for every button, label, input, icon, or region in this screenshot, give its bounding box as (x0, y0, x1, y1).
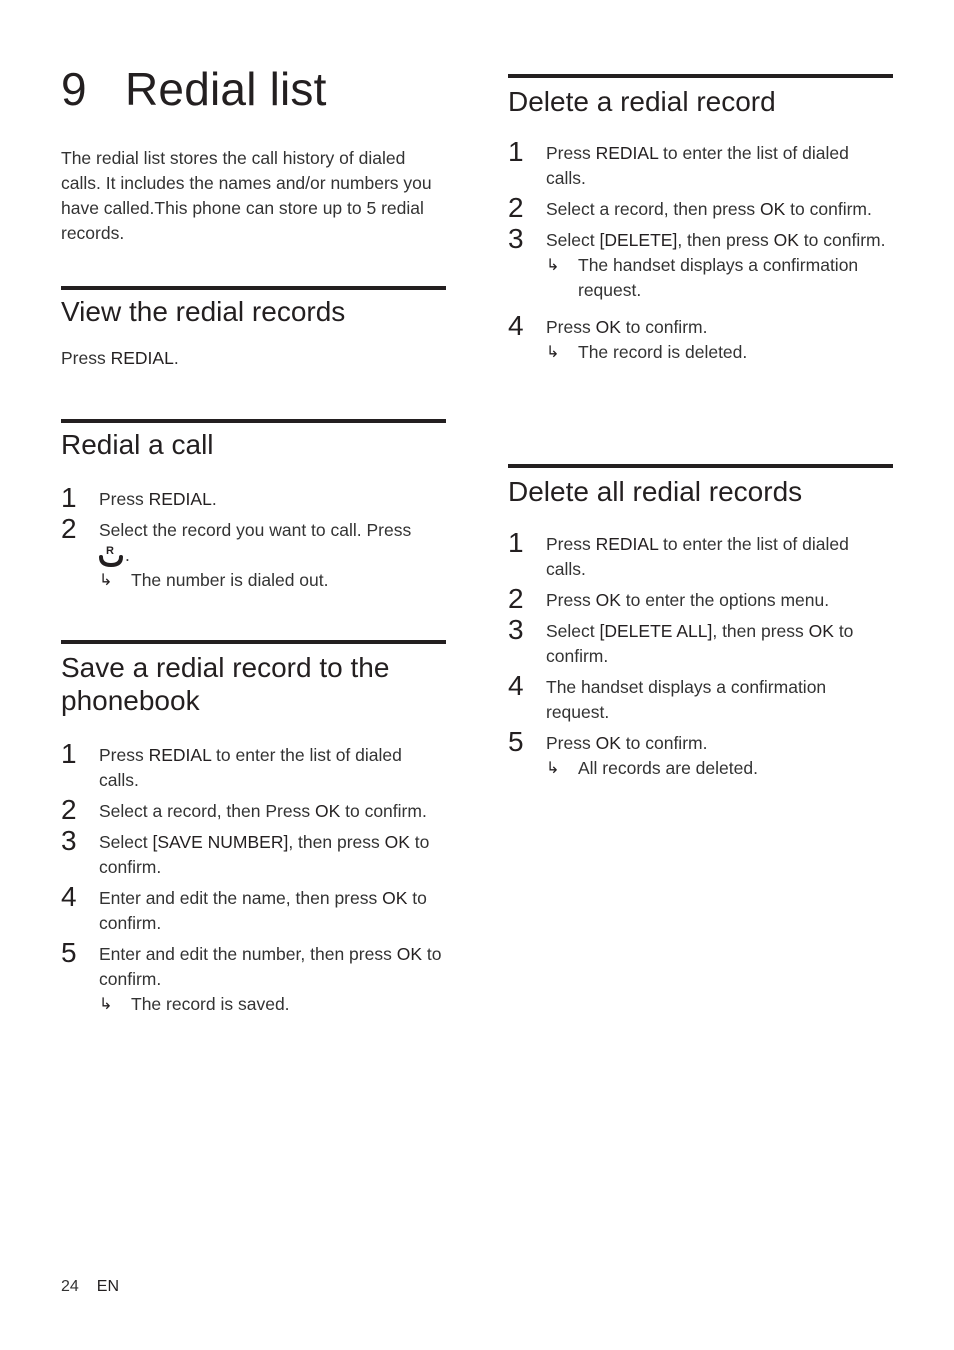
text: . (211, 489, 217, 509)
list-item (508, 310, 893, 365)
step-result (546, 756, 893, 781)
result-arrow-icon: ↳ (546, 344, 560, 361)
language-code: EN (96, 1278, 120, 1295)
page-footer (61, 1278, 119, 1296)
text: Press (61, 348, 111, 368)
text: Press (99, 489, 149, 509)
steps-list (61, 482, 446, 593)
list-item (61, 881, 446, 936)
list-item (61, 825, 446, 880)
list-item (508, 670, 893, 725)
chapter-title (61, 62, 327, 116)
text: to confirm. (546, 621, 854, 666)
list-item (508, 136, 893, 191)
key-label: OK (384, 832, 410, 852)
step-text (99, 801, 427, 821)
key-label: OK (595, 317, 621, 337)
section-heading: View the redial records (61, 296, 346, 327)
text: to confirm. (99, 888, 427, 933)
list-item (508, 527, 893, 582)
step-number: 4 (508, 310, 524, 341)
chapter-title-text: Redial list (125, 63, 327, 115)
section-heading: Save a redial record to the phonebook (61, 652, 390, 716)
key-label: [DELETE] (599, 230, 678, 250)
intro-paragraph: The redial list stores the call history of dialed calls. It includes the names and/or numbers you have called.This phone can store up to 5 redial records. (61, 148, 432, 243)
key-label: OK (396, 944, 422, 964)
step-number: 5 (508, 726, 524, 757)
section-heading: Delete a redial record (508, 86, 776, 117)
text: . (173, 348, 179, 368)
step-text (99, 518, 446, 593)
text: , then press (712, 621, 809, 641)
list-item (61, 482, 446, 513)
step-text (99, 489, 217, 509)
step-text (546, 199, 872, 219)
list-item (508, 614, 893, 669)
step-number: 1 (508, 136, 524, 167)
step-number: 2 (508, 192, 524, 223)
key-label: OK (808, 621, 834, 641)
key-label: REDIAL (595, 143, 659, 163)
step-number: 3 (61, 825, 77, 856)
text: , then press (677, 230, 774, 250)
text: The handset displays a confirmation request. (578, 255, 859, 300)
text: Press (546, 590, 596, 610)
key-label: REDIAL (110, 348, 174, 368)
step-result (546, 340, 893, 365)
step-text (99, 888, 427, 933)
text: , then press (288, 832, 385, 852)
step-number: 4 (508, 670, 524, 701)
text: Press (99, 745, 149, 765)
section-delete-record (508, 74, 893, 371)
result-arrow-icon: ↳ (99, 996, 113, 1013)
step-text (546, 590, 829, 610)
text: Select (546, 621, 600, 641)
step-number: 2 (61, 794, 77, 825)
text: The number is dialed out. (131, 570, 329, 590)
text: Press (546, 143, 596, 163)
text: to enter the options menu. (620, 590, 830, 610)
key-label: REDIAL (148, 745, 212, 765)
section-heading: Delete all redial records (508, 476, 803, 507)
text: Select the record you want to call. Press (99, 520, 412, 540)
redial-icon-line (99, 543, 446, 568)
text: The record is deleted. (578, 342, 748, 362)
text: to enter the list of dialed calls. (546, 534, 849, 579)
step-text (546, 621, 853, 666)
list-item (508, 192, 893, 223)
key-label: OK (595, 733, 621, 753)
list-item (61, 738, 446, 793)
view-instruction (61, 346, 446, 371)
key-label: [DELETE ALL] (599, 621, 713, 641)
text: Enter and edit the number, then press (99, 944, 397, 964)
step-text (99, 832, 429, 877)
text: The record is saved. (131, 994, 290, 1014)
key-label: OK (773, 230, 799, 250)
key-label: REDIAL (595, 534, 659, 554)
result-arrow-icon: ↳ (546, 257, 560, 274)
step-result (99, 568, 446, 593)
step-number: 2 (61, 513, 77, 544)
section-delete-all (508, 464, 893, 787)
steps-list (508, 136, 893, 365)
section-save-record (61, 640, 446, 1023)
step-result (99, 992, 446, 1017)
result-arrow-icon: ↳ (546, 760, 560, 777)
step-text (546, 315, 893, 365)
redial-icon-letter: R (106, 545, 114, 557)
steps-list (61, 738, 446, 1017)
list-item (61, 513, 446, 593)
text: Press (546, 733, 596, 753)
text: to confirm. (785, 199, 872, 219)
step-text (546, 731, 893, 781)
step-number: 2 (508, 583, 524, 614)
text: to confirm. (99, 832, 430, 877)
text: Select (99, 832, 153, 852)
step-text (546, 143, 849, 188)
text: All records are deleted. (578, 758, 758, 778)
list-item (508, 583, 893, 614)
list-item (508, 726, 893, 781)
step-number: 1 (61, 738, 77, 769)
section-heading: Redial a call (61, 429, 214, 460)
text: to enter the list of dialed calls. (546, 143, 849, 188)
list-item (508, 223, 893, 303)
key-label: OK (760, 199, 786, 219)
text: Enter and edit the name, then press (99, 888, 383, 908)
text: . (125, 545, 130, 565)
step-number: 3 (508, 223, 524, 254)
chapter-number: 9 (61, 63, 87, 115)
step-number: 1 (61, 482, 77, 513)
text: to enter the list of dialed calls. (99, 745, 402, 790)
key-label: OK (595, 590, 621, 610)
step-text (546, 228, 893, 303)
step-number: 5 (61, 937, 77, 968)
step-text (99, 942, 446, 1017)
key-label: OK (314, 801, 341, 821)
step-text (546, 534, 849, 579)
step-result (546, 253, 893, 303)
step-text: The handset displays a confirmation request. (546, 677, 827, 722)
section-view-records (61, 286, 446, 371)
key-label: [SAVE NUMBER] (152, 832, 289, 852)
step-number: 1 (508, 527, 524, 558)
step-number: 4 (61, 881, 77, 912)
key-label: REDIAL (148, 489, 212, 509)
list-item (61, 794, 446, 825)
step-number: 3 (508, 614, 524, 645)
text: Select a record, then press (546, 199, 760, 219)
text: to confirm. (620, 317, 708, 337)
text: to confirm. (620, 733, 708, 753)
section-redial-call (61, 419, 446, 599)
steps-list (508, 527, 893, 781)
list-item (61, 937, 446, 1017)
text: to confirm. (798, 230, 886, 250)
text: to confirm. (340, 801, 427, 821)
text: Press (546, 534, 596, 554)
text: Press (546, 317, 596, 337)
key-label: OK (382, 888, 408, 908)
page-number: 24 (61, 1278, 79, 1295)
text: to confirm. (99, 944, 442, 989)
step-text (99, 745, 402, 790)
text: Select a record, then Press (99, 801, 315, 821)
text: Select (546, 230, 600, 250)
redial-key-icon (99, 544, 125, 568)
result-arrow-icon: ↳ (99, 572, 113, 589)
